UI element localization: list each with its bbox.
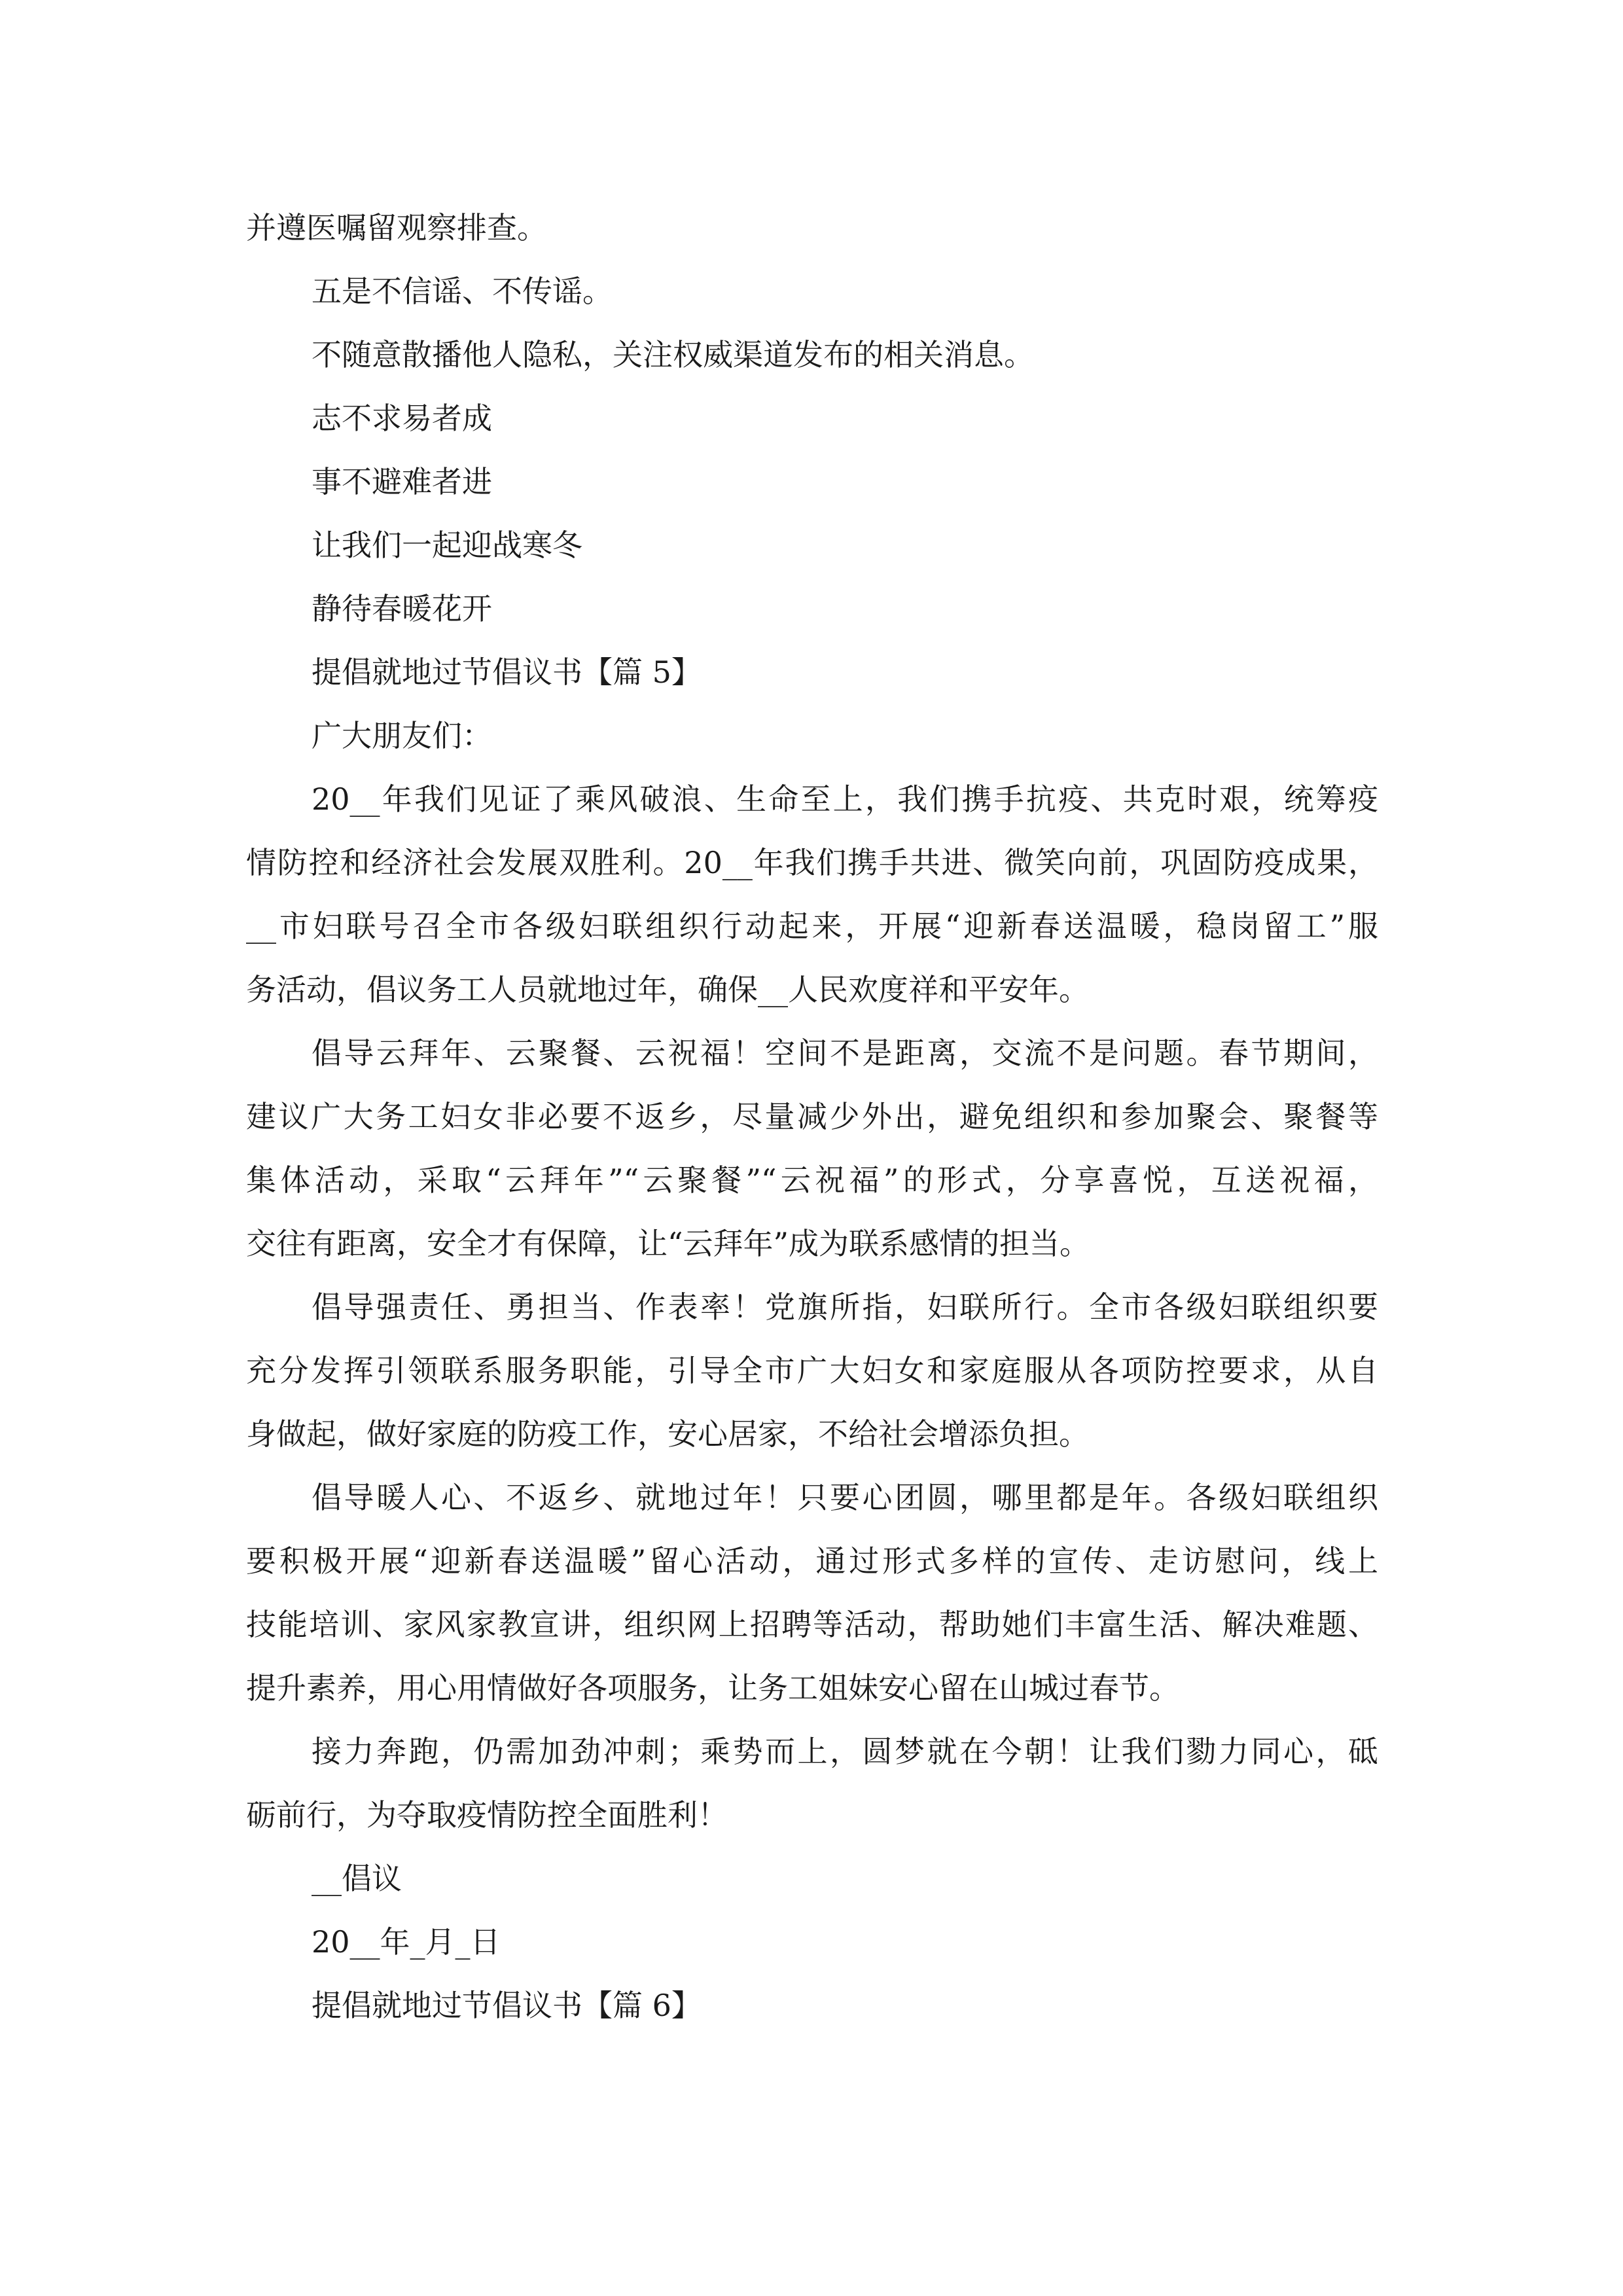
text-line: 事不避难者进 xyxy=(312,464,492,499)
paragraph-line: 身做起，做好家庭的防疫工作，安心居家，不给社会增添负担。 xyxy=(246,1416,1089,1452)
paragraph-line: 要积极开展“迎新春送温暖”留心活动，通过形式多样的宣传、走访慰问，线上 xyxy=(246,1543,1378,1579)
text-line: 静待春暖花开 xyxy=(312,591,492,626)
section-heading: 提倡就地过节倡议书【篇 6】 xyxy=(312,1988,702,2023)
paragraph-line: 倡导暖人心、不返乡、就地过年！只要心团圆，哪里都是年。各级妇联组织 xyxy=(312,1480,1378,1515)
text-line: 让我们一起迎战寒冬 xyxy=(312,528,582,563)
text-line: 不随意散播他人隐私，关注权威渠道发布的相关消息。 xyxy=(312,337,1034,372)
paragraph-line: 提升素养，用心用情做好各项服务，让务工姐妹安心留在山城过春节。 xyxy=(246,1670,1179,1706)
text-line: 志不求易者成 xyxy=(312,401,492,436)
paragraph-line: 倡导云拜年、云聚餐、云祝福！空间不是距离，交流不是问题。春节期间， xyxy=(312,1035,1378,1071)
paragraph-line: 砺前行，为夺取疫情防控全面胜利！ xyxy=(246,1797,728,1833)
signature-line: __倡议 xyxy=(312,1861,402,1896)
date-line: 20__年_月_日 xyxy=(312,1924,501,1960)
paragraph-line: __市妇联号召全市各级妇联组织行动起来，开展“迎新春送温暖，稳岗留工”服 xyxy=(246,908,1378,944)
paragraph-line: 集体活动，采取“云拜年”“云聚餐”“云祝福”的形式，分享喜悦，互送祝福， xyxy=(246,1162,1378,1198)
paragraph-line: 技能培训、家风家教宣讲，组织网上招聘等活动，帮助她们丰富生活、解决难题、 xyxy=(246,1607,1378,1642)
paragraph-line: 接力奔跑，仍需加劲冲刺；乘势而上，圆梦就在今朝！让我们勠力同心，砥 xyxy=(312,1734,1378,1769)
paragraph-line: 建议广大务工妇女非必要不返乡，尽量减少外出，避免组织和参加聚会、聚餐等 xyxy=(246,1099,1378,1134)
paragraph-line: 交往有距离，安全才有保障，让“云拜年”成为联系感情的担当。 xyxy=(246,1226,1090,1261)
paragraph-line: 20__年我们见证了乘风破浪、生命至上，我们携手抗疫、共克时艰，统筹疫 xyxy=(312,781,1378,817)
salutation: 广大朋友们： xyxy=(312,718,492,753)
paragraph-line: 充分发挥引领联系服务职能，引导全市广大妇女和家庭服从各项防控要求，从自 xyxy=(246,1353,1378,1388)
paragraph-line: 情防控和经济社会发展双胜利。20__年我们携手共进、微笑向前，巩固防疫成果， xyxy=(246,845,1378,880)
text-line: 并遵医嘱留观察排查。 xyxy=(246,210,547,245)
paragraph-line: 倡导强责任、勇担当、作表率！党旗所指，妇联所行。全市各级妇联组织要 xyxy=(312,1289,1378,1325)
section-heading: 提倡就地过节倡议书【篇 5】 xyxy=(312,655,702,690)
text-line: 五是不信谣、不传谣。 xyxy=(312,274,613,309)
paragraph-line: 务活动，倡议务工人员就地过年，确保__人民欢度祥和平安年。 xyxy=(246,972,1089,1007)
